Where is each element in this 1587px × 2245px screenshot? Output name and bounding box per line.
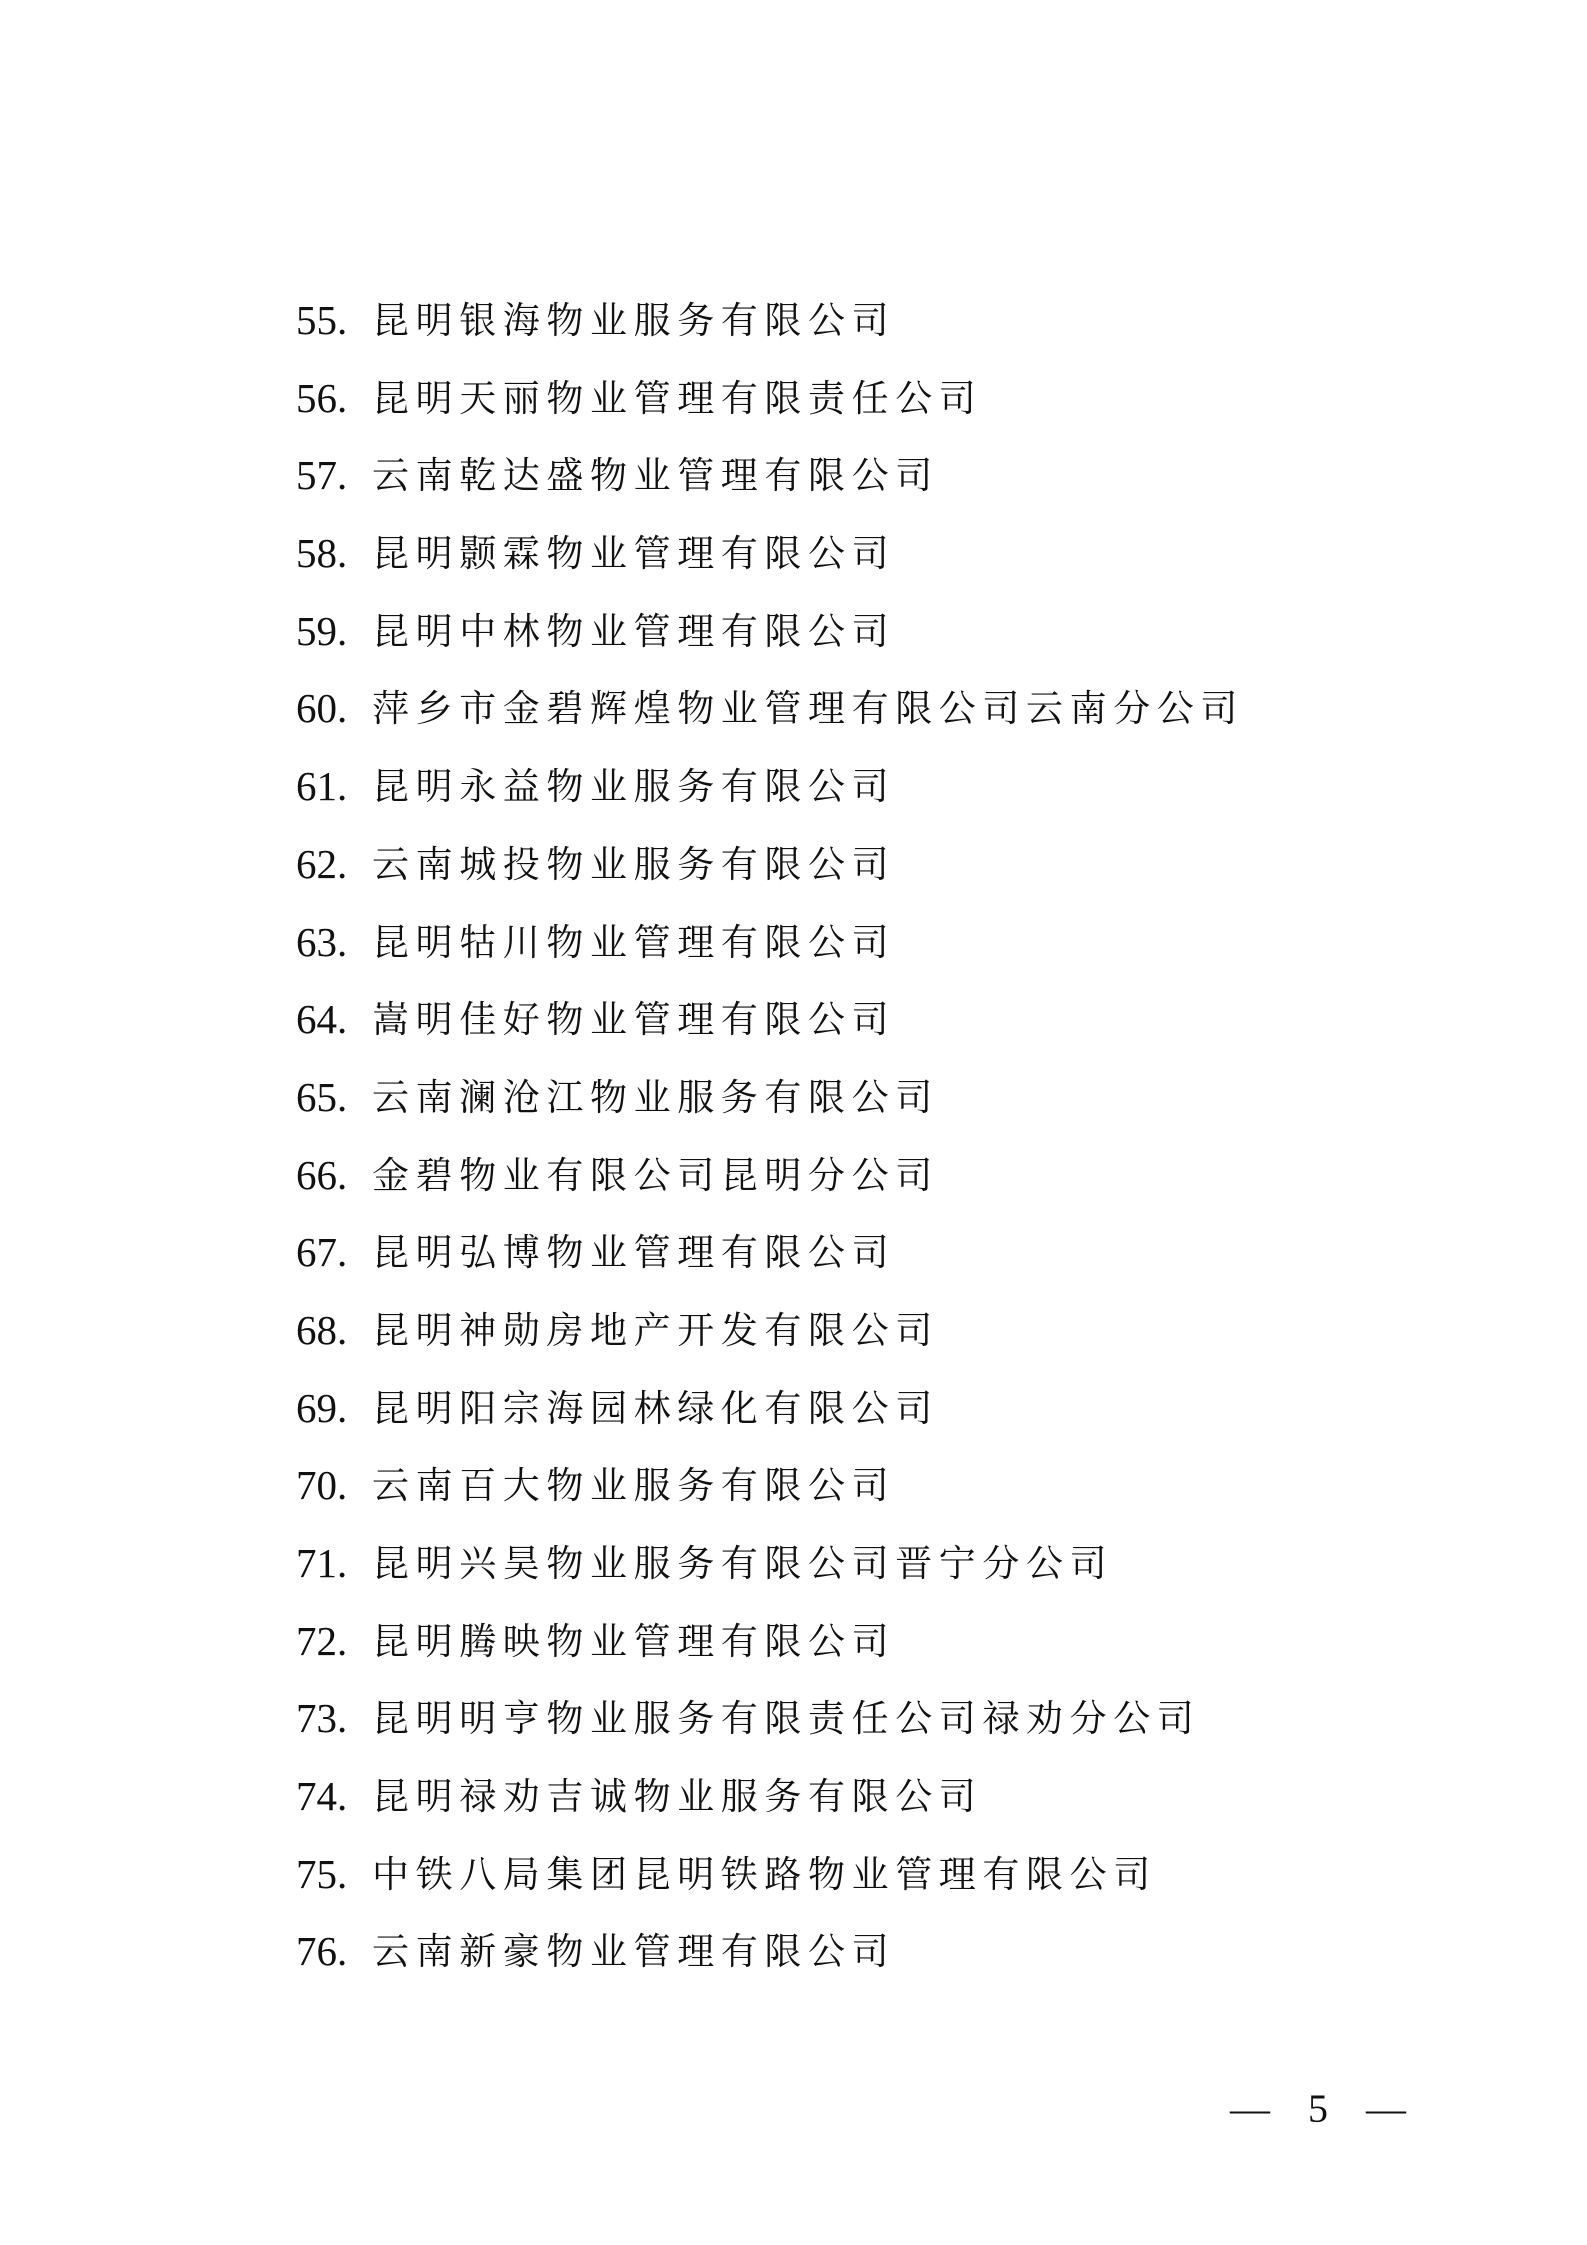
company-name: 昆明阳宗海园林绿化有限公司	[372, 1386, 939, 1430]
company-name: 昆明银海物业服务有限公司	[372, 299, 896, 342]
item-number: 67.	[296, 1229, 348, 1276]
company-name: 云南百大物业服务有限公司	[372, 1464, 896, 1508]
company-name: 昆明明亨物业服务有限责任公司禄劝分公司	[372, 1697, 1201, 1741]
company-name: 云南新豪物业管理有限公司	[372, 1930, 896, 1974]
list-item	[0, 593, 1587, 671]
company-name: 昆明兴昊物业服务有限公司晋宁分公司	[372, 1542, 1114, 1585]
item-number: 57.	[296, 452, 348, 499]
list-item	[0, 1214, 1587, 1292]
item-number: 66.	[296, 1151, 348, 1198]
item-number: 61.	[296, 763, 348, 810]
item-number: 63.	[296, 918, 348, 965]
list-item	[0, 360, 1587, 438]
item-number: 58.	[296, 530, 348, 577]
list-item	[0, 1603, 1587, 1681]
company-name: 昆明腾映物业管理有限公司	[372, 1619, 896, 1663]
item-number: 72.	[296, 1617, 348, 1664]
list-item	[0, 1680, 1587, 1758]
company-name: 昆明禄劝吉诚物业服务有限公司	[372, 1775, 983, 1819]
list-item	[0, 904, 1587, 982]
item-number: 74.	[296, 1773, 348, 1820]
list-item	[0, 1758, 1587, 1836]
item-number: 65.	[296, 1073, 348, 1120]
item-number: 71.	[296, 1540, 348, 1586]
list-item	[0, 670, 1587, 748]
company-name: 嵩明佳好物业管理有限公司	[372, 998, 896, 1042]
company-name: 昆明弘博物业管理有限公司	[372, 1231, 896, 1275]
company-name: 昆明颢霖物业管理有限公司	[372, 532, 896, 576]
company-name: 中铁八局集团昆明铁路物业管理有限公司	[372, 1852, 1157, 1896]
company-name: 昆明天丽物业管理有限责任公司	[372, 376, 983, 420]
company-name: 昆明神勋房地产开发有限公司	[372, 1308, 939, 1352]
list-item	[0, 1059, 1587, 1137]
page-number: — 5 —	[1230, 2086, 1420, 2131]
item-number: 69.	[296, 1384, 348, 1431]
list-item	[0, 437, 1587, 515]
company-name: 昆明牯川物业管理有限公司	[372, 920, 896, 964]
company-name: 云南澜沧江物业服务有限公司	[372, 1075, 939, 1119]
item-number: 59.	[296, 607, 348, 654]
list-item	[0, 1447, 1587, 1525]
item-number: 73.	[296, 1695, 348, 1742]
item-number: 70.	[296, 1462, 348, 1509]
list-item	[0, 981, 1587, 1059]
list-item	[0, 1913, 1587, 1991]
list-item	[0, 1370, 1587, 1448]
item-number: 60.	[296, 685, 348, 732]
list-item	[0, 1292, 1587, 1370]
company-name: 云南乾达盛物业管理有限公司	[372, 454, 939, 498]
company-name: 昆明中林物业管理有限公司	[372, 609, 896, 653]
item-number: 68.	[296, 1306, 348, 1353]
list-item	[0, 1137, 1587, 1215]
list-item	[0, 748, 1587, 826]
item-number: 76.	[296, 1928, 348, 1975]
list-item	[0, 515, 1587, 593]
list-item	[0, 1836, 1587, 1914]
item-number: 55.	[296, 297, 348, 343]
list-item	[0, 282, 1587, 360]
list-item	[0, 826, 1587, 904]
item-number: 64.	[296, 996, 348, 1043]
company-name: 云南城投物业服务有限公司	[372, 842, 896, 886]
list-item	[0, 1525, 1587, 1603]
item-number: 62.	[296, 840, 348, 887]
company-name: 金碧物业有限公司昆明分公司	[372, 1153, 939, 1197]
company-name: 昆明永益物业服务有限公司	[372, 765, 896, 809]
company-list	[0, 282, 1587, 1991]
company-name: 萍乡市金碧辉煌物业管理有限公司云南分公司	[372, 687, 1244, 731]
item-number: 56.	[296, 374, 348, 421]
item-number: 75.	[296, 1850, 348, 1897]
